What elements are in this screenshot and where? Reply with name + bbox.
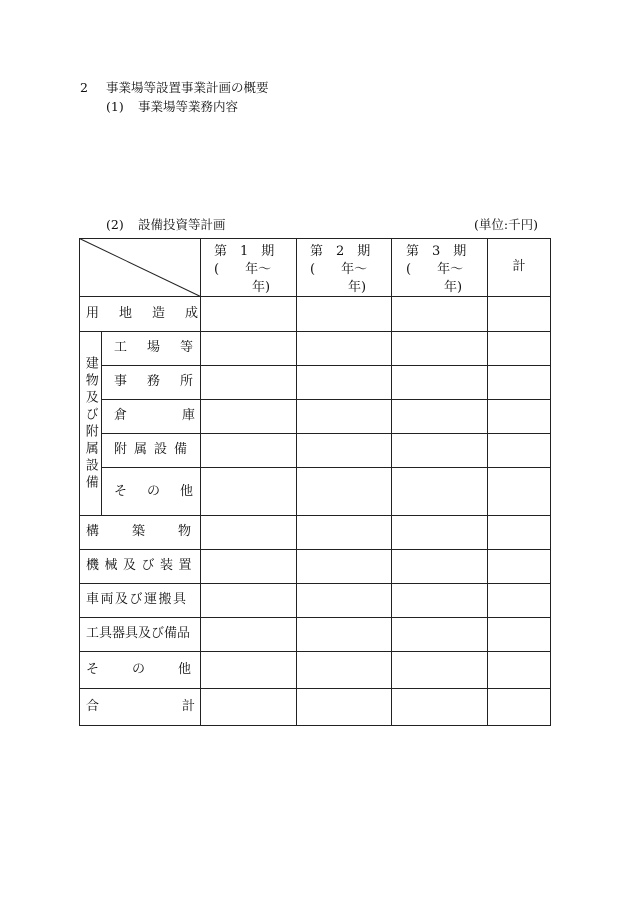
row-label-attached [114, 442, 194, 458]
row-label-total-text: 合計 [86, 699, 279, 714]
row-label-vehicles [86, 592, 196, 608]
group-label-text: 建物及び附属設備 [82, 356, 98, 492]
row-label-office-text: 事務所 [114, 374, 214, 389]
period-1-header [214, 243, 284, 297]
row-label-tools-text: 工具器具及び備品 [86, 626, 191, 641]
row-label-total [86, 699, 279, 715]
period-2-open: ( 年～ [310, 262, 368, 277]
period-2-close: 年) [348, 280, 367, 295]
row-label-land [86, 306, 219, 322]
header-diagonal-line [80, 239, 201, 297]
section-title: 事業場等設置事業計画の概要 [106, 80, 269, 95]
row-label-vehicles-text: 車両及び運搬具 [86, 592, 188, 607]
subsection-1-number: (1) [106, 99, 124, 114]
row-label-warehouse [114, 408, 251, 424]
row-label-warehouse-text: 倉庫 [114, 408, 251, 423]
row-label-factory-text: 工場等 [114, 340, 214, 355]
period-3-label: 第 3 期 [406, 244, 467, 259]
total-column-header: 計 [512, 259, 526, 274]
row-label-structures-text: 構築物 [86, 524, 225, 539]
row-label-land-text: 用地造成 [86, 306, 219, 321]
row-label-other-text: その他 [86, 662, 225, 677]
row-label-other [86, 662, 225, 678]
row-label-office [114, 374, 214, 390]
period-3-header [406, 243, 476, 297]
row-label-tools [86, 626, 196, 642]
row-label-other-building [114, 484, 214, 500]
unit-note: (単位:千円) [474, 217, 538, 232]
period-3-close: 年) [444, 280, 463, 295]
period-1-label: 第 1 期 [214, 244, 275, 259]
subsection-1-title: 事業場等業務内容 [138, 99, 239, 114]
row-label-other-building-text: その他 [114, 484, 214, 499]
period-2-label: 第 2 期 [310, 244, 371, 259]
subsection-2-number: (2) [106, 217, 124, 232]
row-label-machinery [86, 558, 196, 574]
period-1-close: 年) [252, 280, 271, 295]
row-label-structures [86, 524, 225, 540]
period-3-open: ( 年～ [406, 262, 464, 277]
subsection-2-title: 設備投資等計画 [138, 217, 226, 232]
section-number: 2 [80, 80, 88, 95]
group-label-building [79, 333, 101, 515]
period-1-open: ( 年～ [214, 262, 272, 277]
period-2-header [310, 243, 380, 297]
row-label-factory [114, 340, 214, 356]
row-label-attached-text: 附属設備 [114, 442, 195, 457]
row-label-machinery-text: 機械及び装置 [86, 558, 198, 573]
